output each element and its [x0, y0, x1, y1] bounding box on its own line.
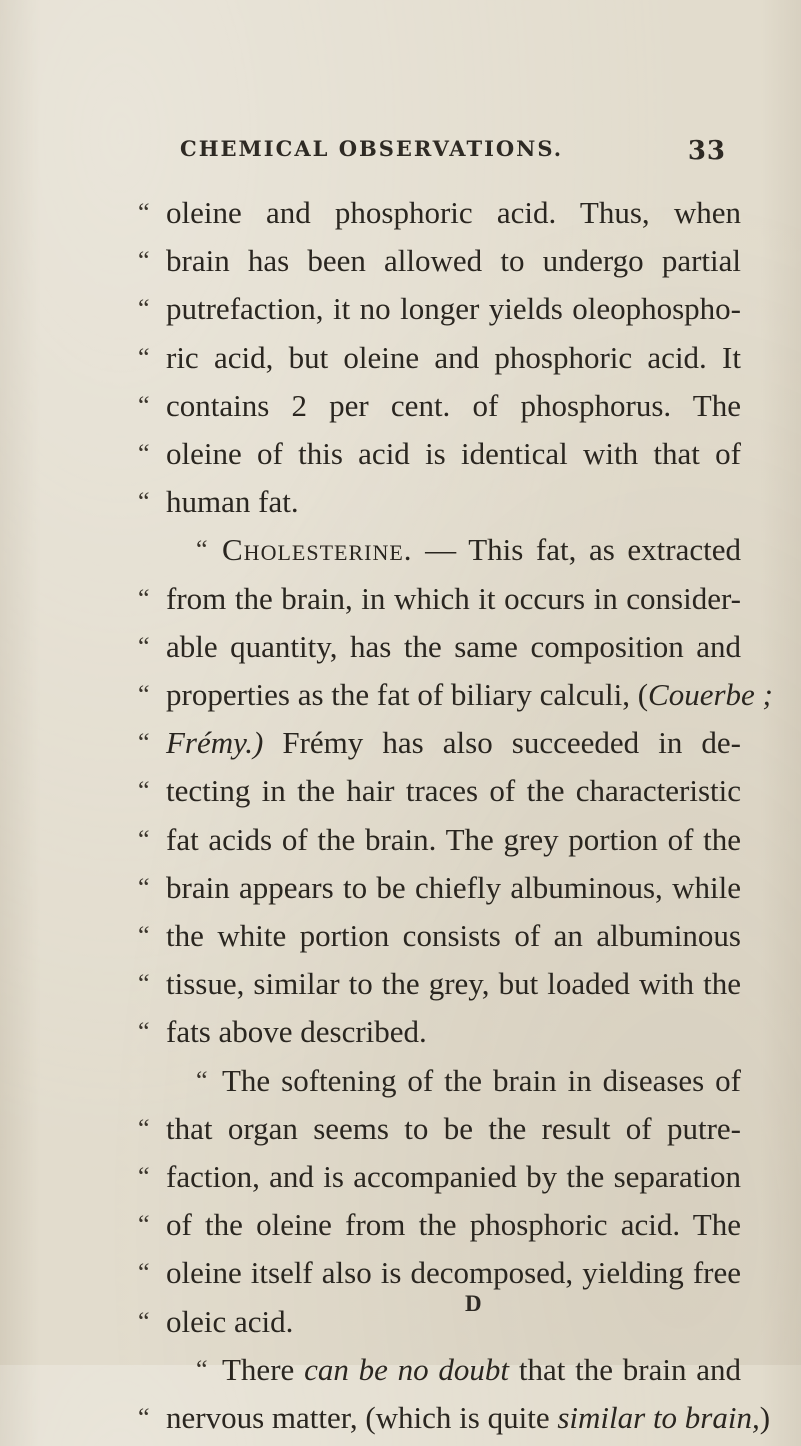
quote-mark: “: [138, 1162, 150, 1191]
quote-mark: “: [138, 1017, 150, 1047]
small-caps-heading: Cholesterine.: [222, 532, 413, 568]
plain-text: tecting in the hair traces of the characteristic: [166, 773, 741, 809]
plain-text: oleine itself also is decomposed, yielding free: [166, 1255, 741, 1291]
plain-text: contains 2 per cent. of phosphorus. The: [166, 387, 741, 423]
plain-text: oleic acid.: [166, 1303, 294, 1339]
plain-text: fats above described.: [166, 1014, 427, 1050]
quote-mark: “: [138, 342, 150, 372]
quote-mark: “: [138, 680, 150, 709]
quote-mark: “: [138, 1113, 150, 1143]
quote-mark: “: [138, 969, 150, 999]
quote-mark: “: [196, 1065, 208, 1095]
quote-mark: “: [138, 872, 150, 902]
page-number: 33: [687, 136, 726, 166]
plain-text: able quantity, has the same composition and: [166, 628, 741, 664]
quote-mark: “: [138, 824, 150, 854]
plain-text: from the brain, in which it occurs in consider-: [166, 580, 741, 616]
plain-text: fat acids of the brain. The grey portion of the: [166, 821, 741, 857]
italic-text: can be no doubt: [304, 1351, 510, 1387]
italic-text: Couerbe ;: [648, 677, 773, 712]
plain-text: of the oleine from the phosphoric acid. The: [166, 1207, 741, 1243]
quote-mark: “: [138, 1403, 150, 1432]
quote-mark: “: [196, 535, 208, 565]
quote-mark: “: [138, 439, 150, 468]
plain-text: nervous matter, (which is quite: [166, 1400, 558, 1435]
plain-text: The softening of the brain in diseases of: [222, 1062, 741, 1098]
plain-text: brain appears to be chiefly albuminous, while: [166, 869, 741, 905]
plain-text: oleine and phosphoric acid. Thus, when: [166, 195, 741, 230]
quote-mark: “: [138, 294, 150, 324]
plain-text: tissue, similar to the grey, but loaded with the: [166, 966, 741, 1002]
line-text: [166, 1390, 771, 1446]
quote-mark: “: [138, 1258, 150, 1288]
quote-mark: “: [138, 776, 150, 806]
running-head: [176, 136, 726, 176]
quote-mark: “: [138, 1210, 150, 1240]
plain-text: human fat.: [166, 484, 299, 520]
plain-text: the white portion consists of an albuminous: [166, 918, 741, 953]
quote-mark: “: [138, 631, 150, 661]
plain-text: ric acid, but oleine and phosphoric acid. It: [166, 339, 741, 375]
plain-text: faction, and is accompanied by the separation: [166, 1159, 741, 1194]
quote-mark: “: [138, 583, 150, 613]
signature-mark: D: [465, 1291, 482, 1316]
quote-mark: “: [138, 198, 150, 227]
quote-mark: “: [196, 1354, 208, 1384]
quote-mark: “: [138, 1306, 150, 1336]
plain-text: ): [759, 1400, 771, 1435]
plain-text: putrefaction, it no longer yields oleophospho-: [166, 291, 741, 327]
plain-text: Frémy has also succeeded in de-: [263, 725, 741, 761]
running-head-title: CHEMICAL OBSERVATIONS.: [180, 136, 564, 161]
plain-text: oleine of this acid is identical with that of: [166, 436, 741, 471]
plain-text: — This fat, as extracted: [412, 532, 741, 568]
plain-text: that the brain and: [509, 1351, 741, 1387]
quote-mark: “: [138, 487, 150, 517]
quote-mark: “: [138, 921, 150, 950]
quote-mark: “: [138, 728, 150, 758]
plain-text: brain has been allowed to undergo partial: [166, 243, 741, 279]
quote-mark: “: [138, 246, 150, 276]
plain-text: that organ seems to be the result of putre-: [166, 1110, 741, 1146]
plain-text: properties as the fat of biliary calculi, (: [166, 677, 649, 712]
quote-mark: “: [138, 390, 150, 420]
plain-text: There: [222, 1351, 305, 1387]
italic-text: similar to brain,: [557, 1400, 760, 1435]
italic-text: Frémy.): [166, 725, 264, 761]
